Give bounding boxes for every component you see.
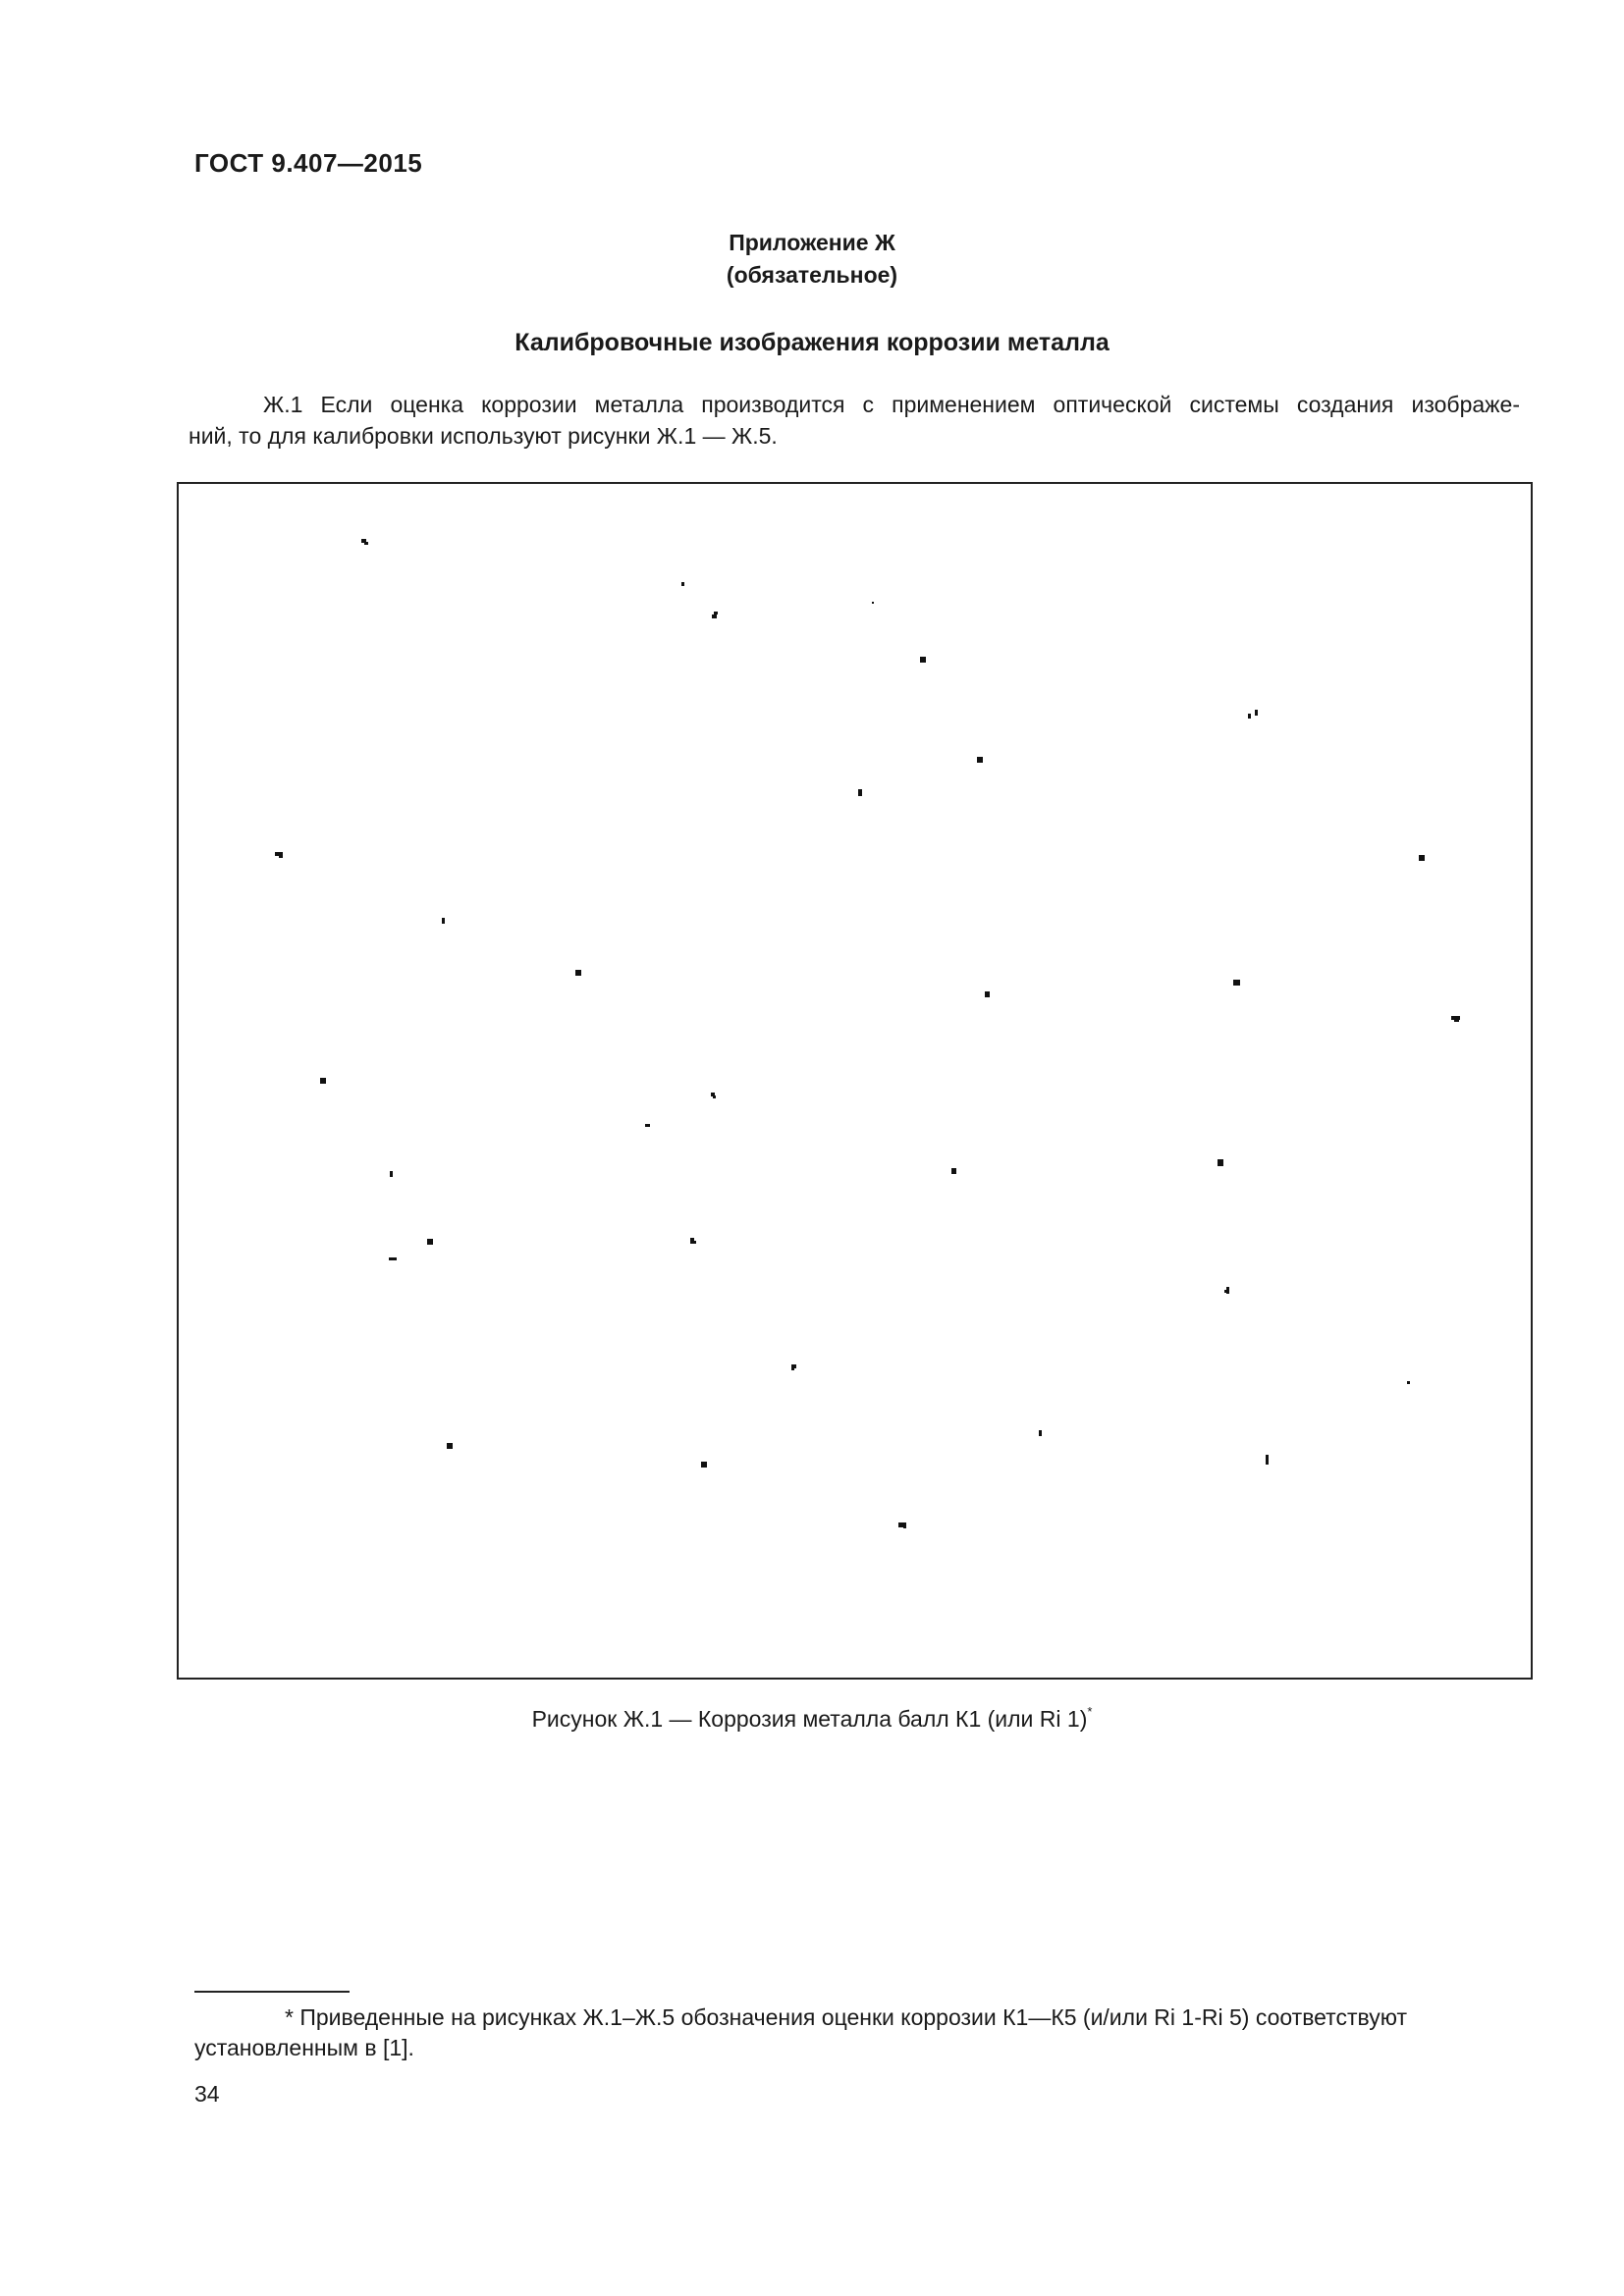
corrosion-spot: [1039, 1430, 1042, 1436]
appendix-status: (обязательное): [726, 262, 898, 288]
footnote: [194, 2002, 1520, 2063]
footnote-line-2: установленным в [1].: [194, 2035, 414, 2060]
footnote-divider: [194, 1991, 350, 1993]
corrosion-spot: [713, 1095, 716, 1098]
standard-header: ГОСТ 9.407—2015: [194, 148, 423, 178]
corrosion-spot: [712, 614, 717, 618]
corrosion-spot: [1255, 710, 1258, 716]
corrosion-spot: [714, 612, 718, 614]
corrosion-spot: [279, 855, 283, 858]
corrosion-spot: [681, 582, 684, 586]
corrosion-spot: [1248, 714, 1251, 719]
corrosion-calibration-image: [177, 482, 1533, 1680]
corrosion-spot: [427, 1239, 433, 1245]
figure-caption: [0, 1706, 1624, 1733]
corrosion-spot: [903, 1525, 906, 1528]
corrosion-spot: [645, 1124, 650, 1127]
corrosion-spot: [364, 542, 368, 545]
corrosion-spot: [791, 1364, 794, 1370]
corrosion-spot: [447, 1443, 453, 1449]
corrosion-spot: [701, 1462, 707, 1468]
corrosion-spot: [575, 970, 581, 976]
corrosion-spot: [1224, 1290, 1227, 1293]
corrosion-spot: [977, 757, 983, 763]
corrosion-spot: [872, 602, 874, 604]
corrosion-spots: [179, 484, 1531, 1678]
corrosion-spot: [920, 657, 926, 663]
figure-caption-text: Рисунок Ж.1 — Коррозия металла балл К1 (или Ri 1): [531, 1706, 1088, 1732]
corrosion-spot: [1218, 1159, 1223, 1166]
page-number: 34: [194, 2081, 220, 2107]
paragraph-line-1: Ж.1 Если оценка коррозии металла производится с применением оптической системы создания изображе-: [263, 392, 1520, 417]
section-title: Калибровочные изображения коррозии металла: [514, 329, 1110, 356]
appendix-heading: [0, 227, 1624, 292]
appendix-title: Приложение Ж: [729, 230, 895, 255]
corrosion-spot: [858, 789, 862, 796]
paragraph-zh1: [189, 389, 1520, 452]
corrosion-spot: [1407, 1381, 1410, 1384]
corrosion-spot: [1454, 1019, 1459, 1022]
corrosion-spot: [1419, 855, 1425, 861]
corrosion-spot: [690, 1241, 696, 1244]
footnote-marker: *: [1087, 1704, 1093, 1720]
corrosion-spot: [389, 1257, 397, 1260]
footnote-line-1: * Приведенные на рисунках Ж.1–Ж.5 обозначения оценки коррозии К1—К5 (и/или Ri 1-Ri 5) соответствуют: [285, 2004, 1407, 2030]
corrosion-spot: [985, 991, 990, 997]
paragraph-line-2: ний, то для калибровки используют рисунки Ж.1 — Ж.5.: [189, 423, 778, 449]
corrosion-spot: [442, 918, 445, 924]
corrosion-spot: [1233, 980, 1240, 986]
corrosion-spot: [951, 1168, 956, 1174]
corrosion-spot: [320, 1078, 326, 1084]
corrosion-spot: [1266, 1455, 1269, 1465]
corrosion-spot: [390, 1171, 393, 1177]
